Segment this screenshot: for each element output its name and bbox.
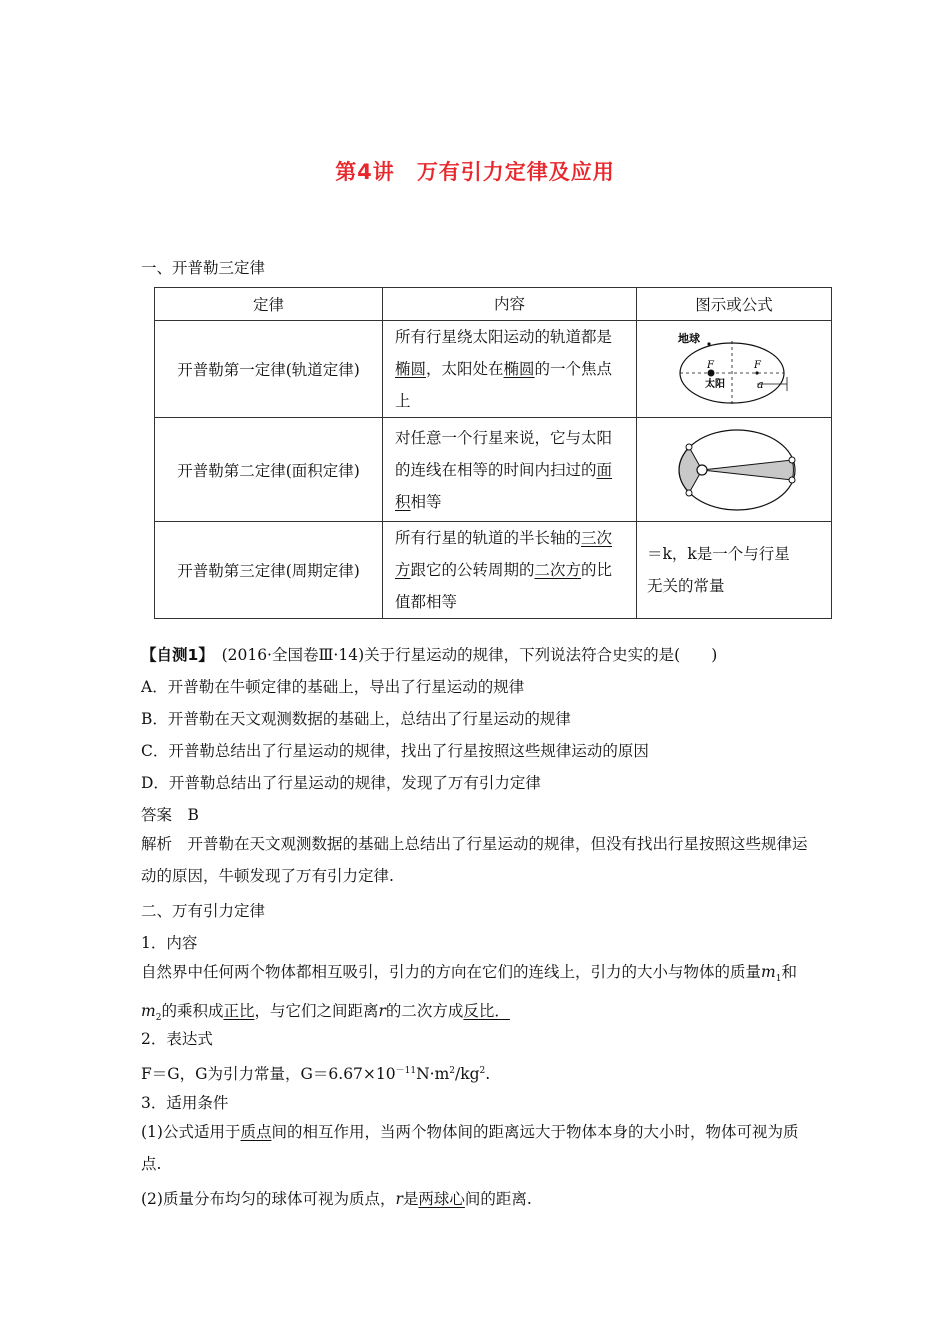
section-heading-gravitation: 二、万有引力定律: [141, 902, 266, 920]
section-heading-kepler: 一、开普勒三定律: [141, 259, 266, 277]
table-row: [155, 321, 832, 418]
law-content: 所有行星的轨道的半长轴的三次方跟它的公转周期的二次方的比值都相等: [383, 522, 637, 619]
kepler-third-formula: ＝k，k是一个与行星 无关的常量: [637, 522, 832, 619]
gravitation-content: 自然界中任何两个物体都相互吸引，引力的方向在它们的连线上，引力的大小与物体的质量$m_1$和$m_2$的乘积成正比，与它们之间距离r的二次方成反比．: [141, 963, 797, 1024]
ellipse-diagram: [659, 329, 809, 409]
answer: 答案 B: [141, 806, 199, 824]
option-a: A．开普勒在牛顿定律的基础上，导出了行星运动的规律: [141, 678, 525, 696]
area-law-figure: [637, 418, 832, 522]
svg-text:F: F: [754, 360, 761, 371]
condition-1: (1)公式适用于质点间的相互作用，当两个物体间的距离远大于物体本身的大小时，物体可视为质点.: [141, 1123, 799, 1173]
header-law: 定律: [155, 288, 383, 321]
page-title: 第4讲 万有引力定律及应用: [335, 160, 615, 184]
table-row: [155, 522, 832, 619]
svg-text:a: a: [757, 378, 764, 391]
subheading-content: 1．内容: [141, 934, 198, 952]
svg-text:太阳: 太阳: [705, 379, 725, 390]
subheading-expression: 2．表达式: [141, 1030, 213, 1048]
condition-2: (2)质量分布均匀的球体可视为质点，r是两球心间的距离.: [141, 1190, 532, 1208]
option-c: C．开普勒总结出了行星运动的规律，找出了行星按照这些规律运动的原因: [141, 742, 649, 760]
option-b: B．开普勒在天文观测数据的基础上，总结出了行星运动的规律: [141, 710, 571, 728]
earth-dot: [707, 342, 710, 345]
law-content: 所有行星绕太阳运动的轨道都是椭圆，太阳处在椭圆的一个焦点上: [383, 321, 637, 418]
header-content: 内容: [383, 288, 637, 321]
ellipse-orbit-figure: [637, 321, 832, 418]
law-name: 开普勒第二定律(面积定律): [155, 418, 383, 522]
option-d: D．开普勒总结出了行星运动的规律，发现了万有引力定律: [141, 774, 541, 792]
selftest-question: 【自测1】 (2016·全国卷Ⅲ·14)关于行星运动的规律，下列说法符合史实的是( ): [141, 646, 718, 664]
svg-text:F: F: [707, 360, 714, 371]
analysis: 解析 开普勒在天文观测数据的基础上总结出了行星运动的规律，但没有找出行星按照这些规律运动的原因，牛顿发现了万有引力定律.: [141, 835, 808, 885]
law-name: 开普勒第一定律(轨道定律): [155, 321, 383, 418]
table-row: [155, 418, 832, 522]
law-content: 对任意一个行星来说，它与太阳的连线在相等的时间内扫过的面积相等: [383, 418, 637, 522]
kepler-laws-table: [154, 287, 832, 619]
header-figure: 图示或公式: [637, 288, 832, 321]
area-diagram: [659, 425, 809, 515]
law-name: 开普勒第三定律(周期定律): [155, 522, 383, 619]
table-header-row: [155, 288, 832, 321]
gravitation-expression: F＝G，G为引力常量，$G=6.67\times 10^{-11}N\cdot m^2/kg^2$.: [141, 1065, 491, 1084]
subheading-conditions: 3．适用条件: [141, 1094, 229, 1112]
svg-text:地球: 地球: [678, 332, 700, 345]
